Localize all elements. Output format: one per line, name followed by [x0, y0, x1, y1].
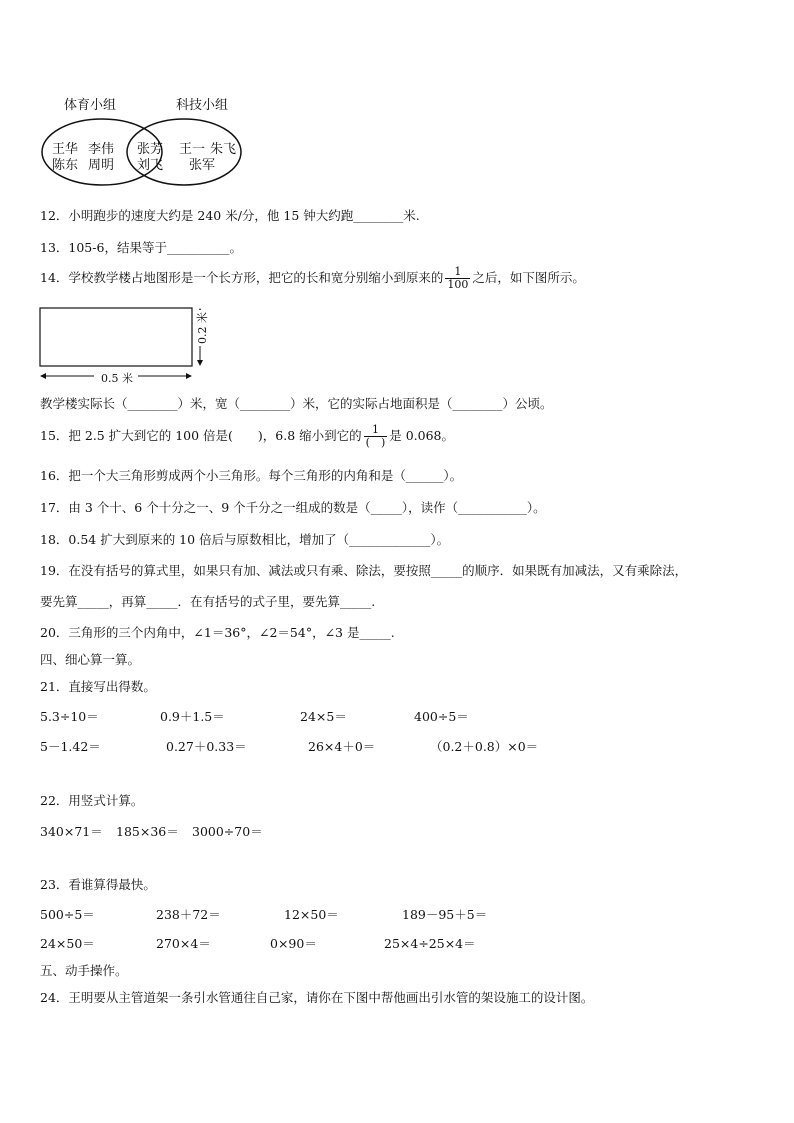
width-label: 0.5 米 [98, 370, 136, 386]
calc-item: 24×50＝ [40, 936, 95, 951]
fraction [364, 424, 388, 449]
question-18: 18．0.54 扩大到原来的 10 倍后与原数相比，增加了（_____________）。 [40, 532, 450, 547]
fraction-numerator: 1 [364, 424, 388, 437]
fraction-numerator: 1 [445, 266, 470, 279]
venn-name: 周明 [88, 158, 115, 173]
question-22-title: 22．用竖式计算。 [40, 793, 144, 808]
calc-item: 270×4＝ [156, 936, 211, 951]
calc-item: 26×4＋0＝ [308, 739, 376, 754]
venn-left-title: 体育小组 [64, 98, 117, 113]
question-14-answer: 教学楼实际长（________）米，宽（________）米，它的实际占地面积是（________）公顷。 [40, 396, 553, 411]
question-23-title: 23．看谁算得最快。 [40, 877, 156, 892]
venn-name: 张芳 [137, 142, 164, 157]
calc-item: （0.2＋0.8）×0＝ [430, 739, 539, 754]
question-20: 20．三角形的三个内角中，∠1＝36°，∠2＝54°，∠3 是_____. [40, 625, 395, 640]
fraction [445, 266, 470, 291]
question-14 [40, 266, 585, 291]
venn-name: 李伟 [88, 142, 115, 157]
question-19-line-1: 19．在没有括号的算式里，如果只有加、减法或只有乘、除法，要按照_____的顺序．如果既有加减法，又有乘除法， [40, 563, 688, 578]
calc-item: 0.27＋0.33＝ [166, 739, 247, 754]
question-15 [40, 424, 454, 449]
question-14-text-end: 之后，如下图所示。 [472, 270, 585, 285]
question-14-text: 14．学校教学楼占地图形是一个长方形，把它的长和宽分别缩小到原来的 [40, 270, 444, 285]
question-19-line-2: 要先算_____，再算_____．在有括号的式子里，要先算_____. [40, 594, 376, 609]
calc-item: 189－95＋5＝ [402, 907, 488, 922]
section-heading: 四、细心算一算。 [40, 652, 141, 667]
question-12: 12．小明跑步的速度大约是 240 米/分，他 15 钟大约跑________米. [40, 208, 420, 223]
venn-name: 王一 [179, 142, 206, 157]
calc-item: 24×5＝ [300, 709, 347, 724]
calc-item: 12×50＝ [284, 907, 339, 922]
venn-name: 陈东 [52, 158, 79, 173]
fraction-denominator: ( ) [365, 436, 386, 449]
calc-item: 5.3÷10＝ [40, 709, 99, 724]
calc-item: 340×71＝ [40, 824, 103, 839]
section-heading: 五、动手操作。 [40, 963, 128, 978]
fraction-denominator: 100 [447, 278, 469, 291]
question-16: 16．把一个大三角形剪成两个小三角形。每个三角形的内角和是（______）。 [40, 468, 463, 483]
calc-item: 3000÷70＝ [192, 824, 263, 839]
calc-item: 25×4÷25×4＝ [384, 936, 476, 951]
question-24: 24．王明要从主管道架一条引水管通往自己家，请你在下图中帮他画出引水管的架设施工的设计图。 [40, 990, 594, 1005]
venn-name: 朱飞 [210, 142, 237, 157]
question-13: 13．105-6，结果等于__________。 [40, 240, 242, 255]
calc-item: 400÷5＝ [414, 709, 469, 724]
calc-item: 238＋72＝ [156, 907, 221, 922]
calc-item: 5－1.42＝ [40, 739, 101, 754]
question-21-title: 21．直接写出得数。 [40, 679, 156, 694]
question-15-text-end: 是 0.068。 [389, 428, 455, 443]
venn-right-title: 科技小组 [176, 98, 229, 113]
question-17: 17．由 3 个十、6 个十分之一、9 个千分之一组成的数是（_____），读作（___________）。 [40, 500, 546, 515]
height-label: 0.2 米 [196, 312, 209, 344]
question-15-text: 15．把 2.5 扩大到它的 100 倍是( )，6.8 缩小到它的 [40, 428, 362, 443]
venn-name: 刘飞 [137, 158, 164, 173]
venn-name: 张军 [189, 158, 216, 173]
calc-item: 0×90＝ [270, 936, 317, 951]
venn-name: 王华 [52, 142, 79, 157]
calc-item: 0.9＋1.5＝ [160, 709, 225, 724]
calc-item: 500÷5＝ [40, 907, 95, 922]
calc-item: 185×36＝ [116, 824, 179, 839]
